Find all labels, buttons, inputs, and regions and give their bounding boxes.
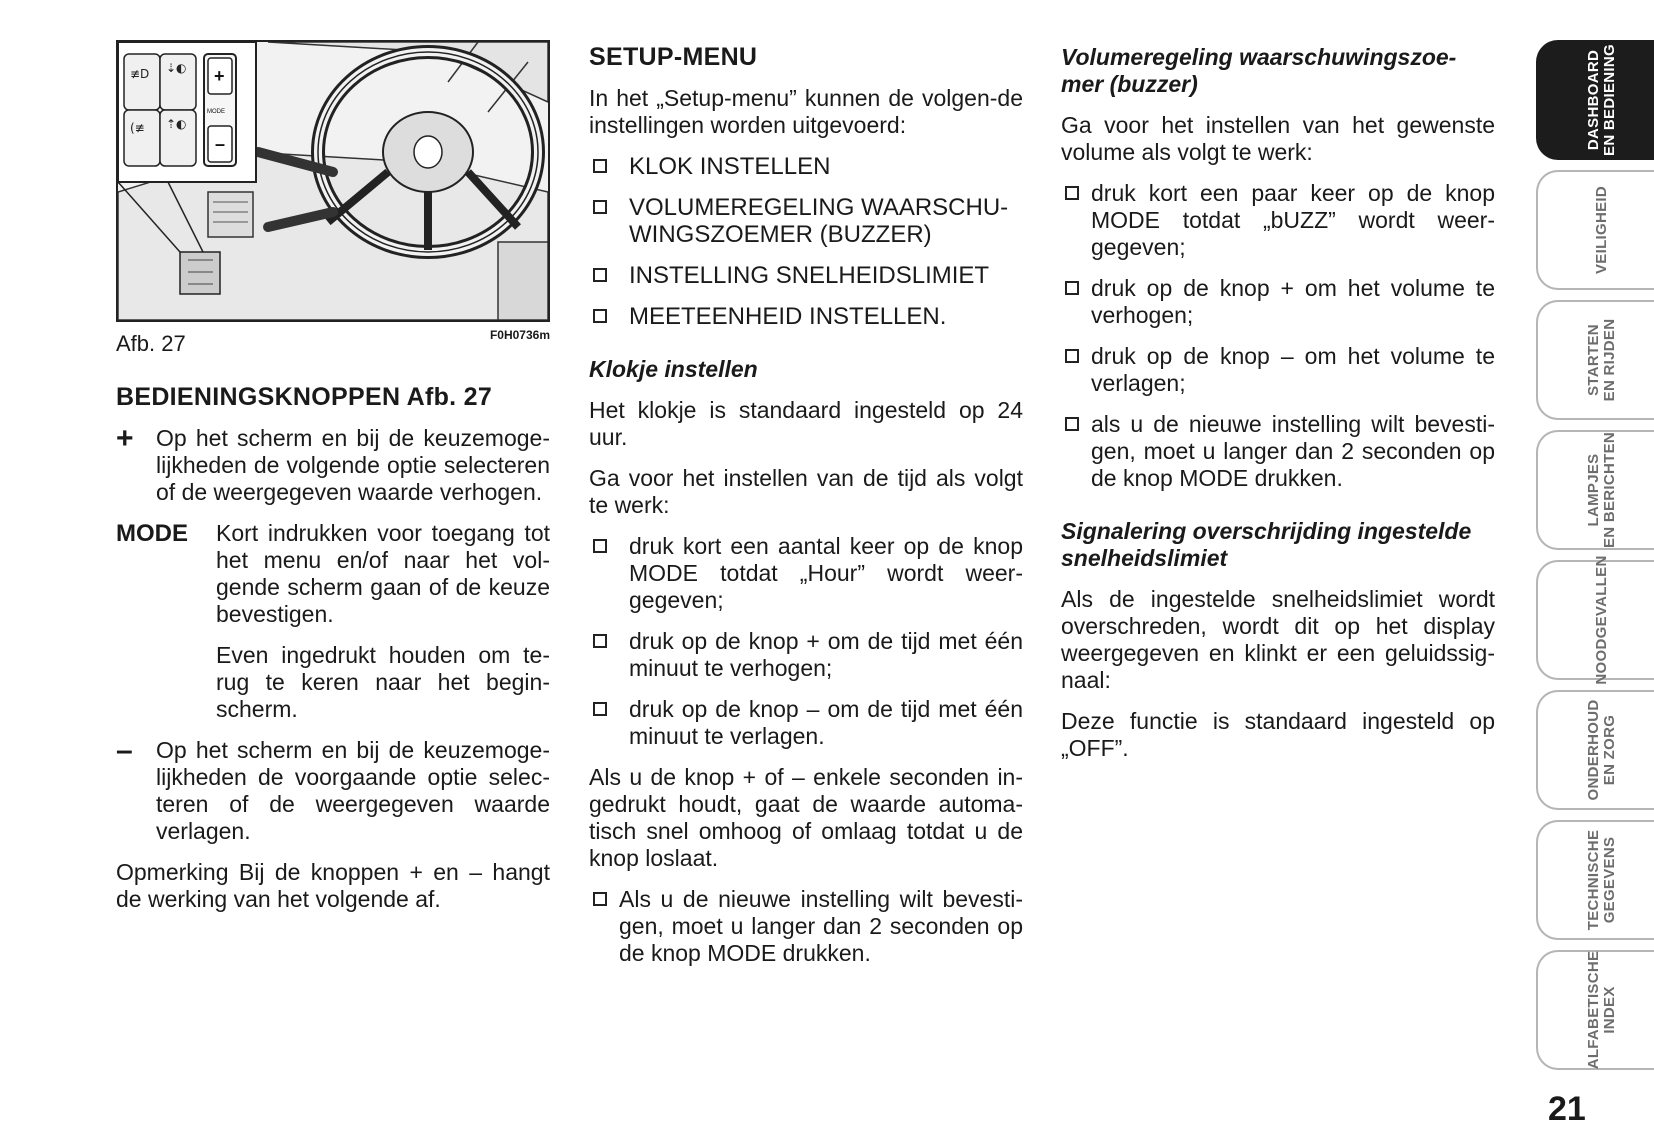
checkbox-bullet-icon <box>593 892 607 906</box>
control-mode-long <box>116 642 550 723</box>
list-item <box>589 194 1023 248</box>
setup-intro: In het „Setup-menu” kunnen de volgen-de instellingen worden uitgevoerd: <box>589 85 1023 138</box>
tab-onderhoud[interactable] <box>1536 690 1654 810</box>
plus-key: + <box>116 422 134 455</box>
buzzer-intro: Ga voor het instellen van het gewenste volume als volgt te werk: <box>1061 112 1495 165</box>
tab-label: TECHNISCHE GEGEVENS <box>1585 829 1618 931</box>
control-minus <box>116 734 550 845</box>
list-item-text: druk op de knop + om de tijd met één minuut te verhogen; <box>629 628 1023 681</box>
control-plus <box>116 422 550 506</box>
checkbox-bullet-icon <box>1065 417 1079 431</box>
figure-mode-label: MODE <box>207 109 225 115</box>
tab-technische[interactable] <box>1536 820 1654 940</box>
list-item-text: MEETEENHEID INSTELLEN. <box>629 303 947 330</box>
list-item-text: druk op de knop + om het volume te verhogen; <box>1091 275 1495 328</box>
list-item-text: als u de nieuwe instelling wilt bevesti-gen, moet u langer dan 2 seconden op de knop MODE drukken. <box>1091 411 1495 491</box>
mode-key: MODE <box>116 520 188 547</box>
tab-dashboard[interactable] <box>1536 40 1654 160</box>
list-item <box>589 628 1023 682</box>
figure-caption <box>116 322 550 358</box>
clock-hold-text: Als u de knop + of – enkele seconden in-gedrukt houdt, gaat de waarde automa-tisch snel omhoog of omlaag totdat u de knop loslaat. <box>589 764 1023 871</box>
clock-confirm-list <box>589 886 1023 967</box>
tab-lampjes[interactable] <box>1536 430 1654 550</box>
checkbox-bullet-icon <box>593 702 607 716</box>
controls-heading: BEDIENINGSKNOPPEN Afb. 27 <box>116 383 493 411</box>
checkbox-bullet-icon <box>1065 349 1079 363</box>
tab-label: LAMPJES EN BERICHTEN <box>1585 431 1618 549</box>
svg-text:≢D: ≢D <box>130 67 150 81</box>
list-item <box>1061 275 1495 329</box>
checkbox-bullet-icon <box>593 309 607 323</box>
list-item-text: KLOK INSTELLEN <box>629 153 831 180</box>
figure-plus-label: + <box>214 66 225 86</box>
list-item-text: INSTELLING SNELHEIDSLIMIET <box>629 262 990 289</box>
column-3 <box>1061 44 1495 776</box>
checkbox-bullet-icon <box>593 539 607 553</box>
list-item <box>589 153 1023 180</box>
minus-key: – <box>116 734 133 767</box>
figure-code: F0H0736m <box>489 328 550 342</box>
list-item <box>589 886 1023 967</box>
mode-description: Kort indrukken voor toegang tot het menu en/of naar het vol-gende scherm gaan of de keuze bevestigen. <box>216 520 550 627</box>
list-item-text: druk kort een aantal keer op de knop MODE totdat „Hour” wordt weer-gegeven; <box>629 533 1023 613</box>
list-item <box>589 696 1023 750</box>
speed-limit-text: Als de ingestelde snelheidslimiet wordt overschreden, wordt dit op het display weergegeven en klinkt er een geluidssig-naal: <box>1061 586 1495 693</box>
list-item-text: druk op de knop – om het volume te verlagen; <box>1091 343 1495 396</box>
control-mode <box>116 520 550 628</box>
clock-subheading: Klokje instellen <box>589 356 758 382</box>
figure-dashboard-controls <box>116 40 550 322</box>
tab-label: NOODGEVALLEN <box>1593 555 1610 685</box>
clock-steps-list <box>589 533 1023 750</box>
list-item <box>1061 343 1495 397</box>
list-item-text: druk kort een paar keer op de knop MODE totdat „bUZZ” wordt weer-gegeven; <box>1091 180 1495 260</box>
tab-label: STARTEN EN RIJDEN <box>1585 318 1618 402</box>
tab-label: ONDERHOUD EN ZORG <box>1585 699 1618 801</box>
checkbox-bullet-icon <box>593 200 607 214</box>
list-item <box>1061 180 1495 261</box>
tab-starten[interactable] <box>1536 300 1654 420</box>
column-2 <box>589 44 1023 981</box>
buzzer-heading: Volumeregeling waarschuwingszoe-mer (buzzer) <box>1061 44 1457 97</box>
list-item <box>589 533 1023 614</box>
checkbox-bullet-icon <box>1065 186 1079 200</box>
list-item <box>1061 411 1495 492</box>
clock-intro-text: Ga voor het instellen van de tijd als volgt te werk: <box>589 465 1023 518</box>
list-item <box>589 262 1023 289</box>
checkbox-bullet-icon <box>593 159 607 173</box>
list-item-text: Als u de nieuwe instelling wilt bevesti-gen, moet u langer dan 2 seconden op de knop MODE drukken. <box>619 886 1023 966</box>
tab-label: VEILIGHEID <box>1593 185 1610 275</box>
note-paragraph: Opmerking Bij de knoppen + en – hangt de werking van het volgende af. <box>116 859 550 912</box>
speed-limit-heading: Signalering overschrijding ingestelde snelheidslimiet <box>1061 518 1472 571</box>
dashboard-illustration <box>118 42 548 320</box>
plus-description: Op het scherm en bij de keuzemoge-lijkheden de volgende optie selecteren of de weergegeven waarde verhogen. <box>156 425 550 505</box>
list-item-text: druk op de knop – om de tijd met één minuut te verlagen. <box>629 696 1023 749</box>
page-number: 21 <box>1548 1090 1586 1128</box>
tab-label: DASHBOARD EN BEDIENING <box>1585 44 1618 156</box>
figure-minus-label: – <box>215 134 226 154</box>
speed-limit-default: Deze functie is standaard ingesteld op „OFF”. <box>1061 708 1495 761</box>
setup-menu-list <box>589 153 1023 330</box>
minus-description: Op het scherm en bij de keuzemoge-lijkheden de voorgaande optie selec-teren of de weergegeven waarde verlagen. <box>156 737 550 844</box>
buzzer-steps-list <box>1061 180 1495 492</box>
figure-number: Afb. 27 <box>116 331 186 356</box>
tab-label: ALFABETISCHE INDEX <box>1585 950 1618 1070</box>
column-1 <box>116 40 550 927</box>
tab-veiligheid[interactable] <box>1536 170 1654 290</box>
checkbox-bullet-icon <box>593 634 607 648</box>
controls-list <box>116 422 550 845</box>
clock-default-text: Het klokje is standaard ingesteld op 24 uur. <box>589 397 1023 450</box>
tab-index[interactable] <box>1536 950 1654 1070</box>
list-item <box>589 303 1023 330</box>
tab-noodgevallen[interactable] <box>1536 555 1654 685</box>
checkbox-bullet-icon <box>593 268 607 282</box>
setup-menu-heading: SETUP-MENU <box>589 43 758 71</box>
mode-long-key <box>116 642 216 723</box>
checkbox-bullet-icon <box>1065 281 1079 295</box>
svg-text:⇣◐: ⇣◐ <box>166 61 187 75</box>
svg-text:⇡◐: ⇡◐ <box>166 117 187 131</box>
mode-long-description: Even ingedrukt houden om te-rug te keren naar het begin-scherm. <box>216 642 550 722</box>
svg-text:(≢: (≢ <box>130 121 145 135</box>
list-item-text: VOLUMEREGELING WAARSCHU-WINGSZOEMER (BUZZER) <box>629 194 1009 248</box>
